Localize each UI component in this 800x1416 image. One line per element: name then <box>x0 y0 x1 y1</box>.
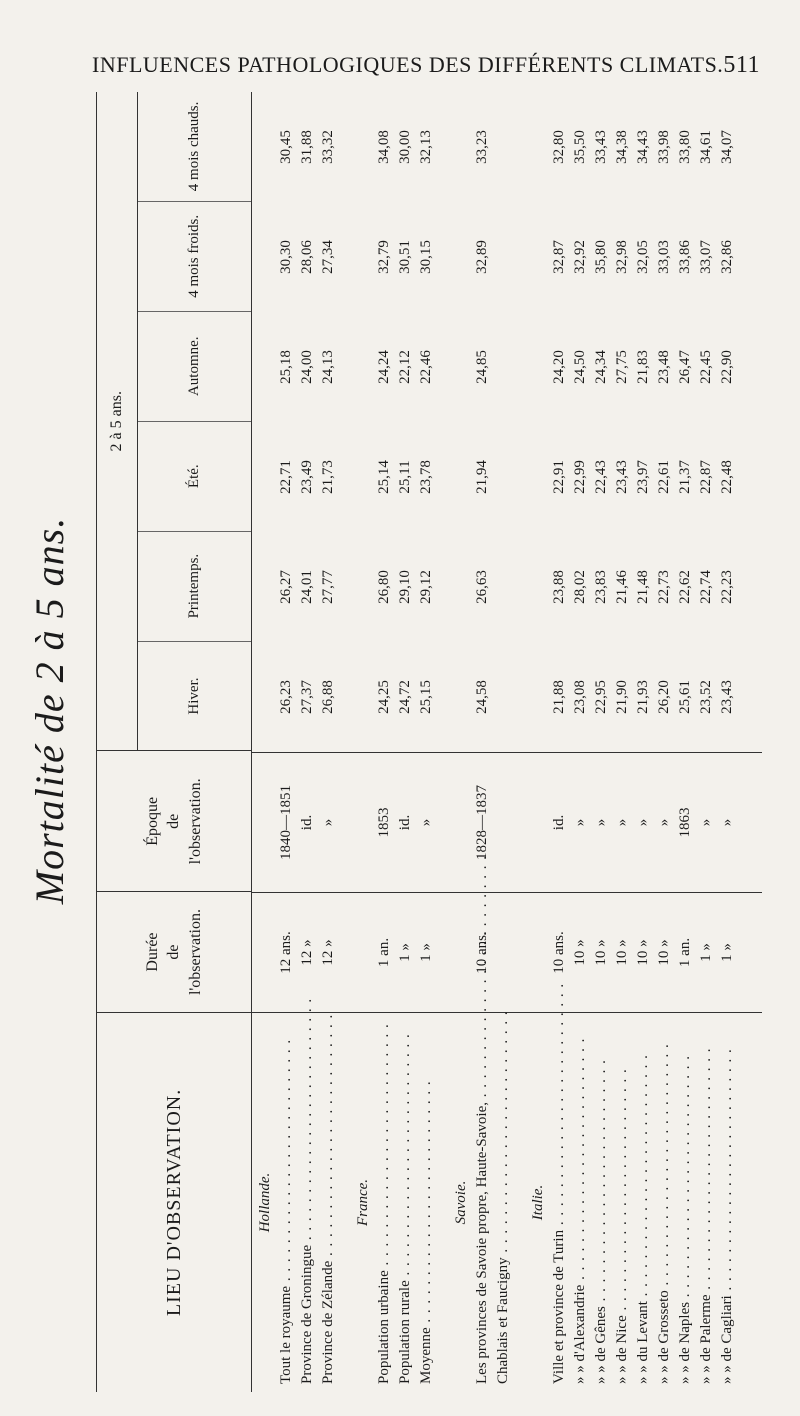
section-title-blank <box>255 92 276 202</box>
row-value: 35,50 <box>572 130 588 164</box>
section-spacer <box>437 642 451 752</box>
row-value: 21,37 <box>677 460 693 494</box>
row-value: 33,98 <box>656 130 672 164</box>
section-spacer <box>437 202 451 312</box>
row-value: 27,75 <box>614 350 630 384</box>
row-value: 30,51 <box>397 240 413 274</box>
row-value: 22,73 <box>656 570 672 604</box>
row-lieu: » » du Levant . . . <box>633 1021 654 1384</box>
header-hiver: Hiver. <box>138 641 251 751</box>
row-value: 25,61 <box>677 680 693 714</box>
table-header-row <box>97 92 252 1392</box>
row-value: 24,00 <box>299 350 315 384</box>
row-lieu: Population rurale . . . <box>395 1021 416 1384</box>
data-column <box>252 92 762 202</box>
section-spacer <box>339 532 353 642</box>
row-duree: 10 » <box>593 939 609 966</box>
row-epoque: » <box>614 818 630 827</box>
section-title: France. <box>355 1178 371 1227</box>
section-spacer <box>514 901 528 1004</box>
row-epoque: » <box>572 818 588 827</box>
row-duree: 12 » <box>320 939 336 966</box>
row-duree: 1 an. <box>376 937 392 968</box>
data-column <box>252 532 762 642</box>
row-value: 34,38 <box>614 130 630 164</box>
row-epoque: » <box>320 818 336 827</box>
row-value: 30,45 <box>278 130 294 164</box>
row-duree: 1 » <box>397 943 413 962</box>
row-value: 33,43 <box>593 130 609 164</box>
row-lieu: » » d'Alexandrie . . . <box>570 1021 591 1384</box>
section-spacer <box>339 1021 353 1384</box>
header-duree-line: Durée <box>143 932 161 972</box>
row-value: 24,50 <box>572 350 588 384</box>
section-spacer <box>339 422 353 532</box>
table-body <box>252 92 762 1392</box>
data-column <box>252 422 762 532</box>
row-value: 23,43 <box>614 460 630 494</box>
row-value: 22,45 <box>698 350 714 384</box>
data-column <box>252 312 762 422</box>
row-epoque: » <box>418 818 434 827</box>
row-value: 27,34 <box>320 240 336 274</box>
section-spacer <box>339 761 353 884</box>
section-spacer <box>437 901 451 1004</box>
section-title-blank <box>451 92 472 202</box>
row-duree: 1 » <box>698 943 714 962</box>
row-duree: 10 » <box>572 939 588 966</box>
section-spacer <box>339 642 353 752</box>
row-value: 23,78 <box>418 460 434 494</box>
section-title: Italie. <box>530 1184 546 1221</box>
section-spacer <box>514 532 528 642</box>
row-value: 21,83 <box>635 350 651 384</box>
section-spacer <box>514 312 528 422</box>
section-spacer <box>437 92 451 202</box>
header-duree <box>97 891 251 1012</box>
row-lieu: Province de Zélande . . . <box>318 1021 339 1384</box>
body-lieu-column <box>252 1012 762 1392</box>
row-lieu: » » de Palerme . . . <box>696 1021 717 1384</box>
row-value: 23,88 <box>551 570 567 604</box>
row-value: 29,10 <box>397 570 413 604</box>
row-value: 32,13 <box>418 130 434 164</box>
row-value: 21,93 <box>635 680 651 714</box>
row-epoque: 1853 <box>376 807 392 838</box>
section-title-blank <box>528 422 549 532</box>
row-value: 25,15 <box>418 680 434 714</box>
header-epoque-line: Époque <box>143 796 161 846</box>
row-duree: 10 » <box>614 939 630 966</box>
page-number: 511 <box>723 52 760 78</box>
section-title-blank <box>353 761 374 884</box>
row-value: 26,23 <box>278 680 294 714</box>
row-value: 25,14 <box>376 460 392 494</box>
section-title-blank <box>451 901 472 1004</box>
row-continuation-blank <box>493 642 514 752</box>
row-value: 21,94 <box>474 460 490 494</box>
row-duree: 12 » <box>299 939 315 966</box>
section-title-blank <box>528 532 549 642</box>
row-epoque: 1828—1837 <box>474 785 490 860</box>
row-value: 28,06 <box>299 240 315 274</box>
row-value: 33,07 <box>698 240 714 274</box>
section-title-blank <box>353 202 374 312</box>
row-value: 22,71 <box>278 460 294 494</box>
section-title-blank <box>353 642 374 752</box>
data-column <box>252 202 762 312</box>
row-duree: 1 » <box>719 943 735 962</box>
row-value: 23,43 <box>719 680 735 714</box>
section-spacer <box>339 901 353 1004</box>
mortality-table <box>96 92 762 1392</box>
section-title-blank <box>353 532 374 642</box>
header-automne: Automne. <box>138 311 251 421</box>
row-value: 21,48 <box>635 570 651 604</box>
row-value: 32,86 <box>719 240 735 274</box>
row-epoque: » <box>719 818 735 827</box>
section-title-blank <box>255 422 276 532</box>
row-value: 22,74 <box>698 570 714 604</box>
row-value: 22,48 <box>719 460 735 494</box>
row-value: 33,86 <box>677 240 693 274</box>
section-title-blank <box>255 901 276 1004</box>
row-continuation-blank <box>493 202 514 312</box>
section-title-blank <box>528 761 549 884</box>
row-value: 33,23 <box>474 130 490 164</box>
row-continuation-blank <box>493 761 514 884</box>
row-continuation-blank <box>493 312 514 422</box>
row-continuation-blank <box>493 532 514 642</box>
row-value: 24,34 <box>593 350 609 384</box>
row-value: 27,37 <box>299 680 315 714</box>
row-value: 27,77 <box>320 570 336 604</box>
section-title-blank <box>353 422 374 532</box>
row-value: 34,61 <box>698 130 714 164</box>
row-value: 21,46 <box>614 570 630 604</box>
row-value: 25,18 <box>278 350 294 384</box>
row-value: 21,73 <box>320 460 336 494</box>
row-value: 26,63 <box>474 570 490 604</box>
row-value: 32,89 <box>474 240 490 274</box>
row-value: 24,20 <box>551 350 567 384</box>
body-epoque-column <box>252 752 762 892</box>
row-lieu: Tout le royaume . . . <box>276 1021 297 1384</box>
section-title-blank <box>255 202 276 312</box>
section-title-blank <box>451 202 472 312</box>
section-spacer <box>437 1021 451 1384</box>
row-value: 26,27 <box>278 570 294 604</box>
margin-title-text: Mortalité de 2 à 5 ans. <box>27 516 73 904</box>
section-spacer <box>339 202 353 312</box>
section-title-blank <box>353 901 374 1004</box>
row-lieu: Province de Groningue . . . <box>297 1021 318 1384</box>
row-epoque: 1840—1851 <box>278 785 294 860</box>
page-header <box>92 52 760 79</box>
row-epoque: » <box>635 818 651 827</box>
row-value: 22,95 <box>593 680 609 714</box>
row-value: 33,03 <box>656 240 672 274</box>
header-lieu: LIEU D'OBSERVATION. <box>97 1012 251 1392</box>
section-title-blank <box>528 202 549 312</box>
row-epoque: » <box>593 818 609 827</box>
row-lieu: » » de Grosseto . . . <box>654 1021 675 1384</box>
row-value: 32,87 <box>551 240 567 274</box>
section-title-blank <box>451 532 472 642</box>
section-title-blank <box>451 422 472 532</box>
section-title-blank <box>528 901 549 1004</box>
row-value: 30,00 <box>397 130 413 164</box>
row-value: 23,08 <box>572 680 588 714</box>
header-data-cols <box>138 92 251 750</box>
row-value: 22,43 <box>593 460 609 494</box>
section-spacer <box>514 642 528 752</box>
row-value: 22,87 <box>698 460 714 494</box>
row-value: 24,13 <box>320 350 336 384</box>
row-lieu: Ville et province de Turin . . . <box>549 1021 570 1384</box>
row-value: 34,43 <box>635 130 651 164</box>
row-value: 22,99 <box>572 460 588 494</box>
header-ete: Été. <box>138 421 251 531</box>
row-duree: 1 an. <box>677 937 693 968</box>
section-spacer <box>514 92 528 202</box>
section-title-blank <box>353 92 374 202</box>
row-lieu: » » de Naples . . . <box>675 1021 696 1384</box>
header-duree-line: de <box>165 944 183 960</box>
section-title-blank <box>255 642 276 752</box>
section-spacer <box>437 761 451 884</box>
section-spacer <box>437 532 451 642</box>
row-duree: 10 ans. <box>474 931 490 974</box>
row-epoque: id. <box>397 814 413 831</box>
header-data-group <box>97 92 251 750</box>
header-4-mois-chauds: 4 mois chauds. <box>186 101 202 192</box>
section-title-blank <box>528 312 549 422</box>
row-value: 23,52 <box>698 680 714 714</box>
row-lieu: Les provinces de Savoie propre, Haute-Savoie, . . . <box>472 1021 493 1384</box>
row-value: 22,46 <box>418 350 434 384</box>
section-spacer <box>339 312 353 422</box>
row-value: 35,80 <box>593 240 609 274</box>
row-value: 24,85 <box>474 350 490 384</box>
section-title: Savoie. <box>453 1180 469 1225</box>
row-value: 24,01 <box>299 570 315 604</box>
section-spacer <box>514 761 528 884</box>
row-lieu: Moyenne . . . <box>416 1021 437 1384</box>
section-title-blank <box>255 312 276 422</box>
row-value: 21,88 <box>551 680 567 714</box>
header-group-label: 2 à 5 ans. <box>97 92 138 750</box>
section-spacer <box>514 202 528 312</box>
row-epoque: 1863 <box>677 807 693 838</box>
row-value: 34,08 <box>376 130 392 164</box>
header-duree-line: l'observation. <box>186 909 204 996</box>
row-value: 26,47 <box>677 350 693 384</box>
header-epoque-line: de <box>165 813 183 829</box>
running-title: INFLUENCES PATHOLOGIQUES DES DIFFÉRENTS CLIMATS. <box>92 52 724 77</box>
row-value: 24,58 <box>474 680 490 714</box>
row-value: 28,02 <box>572 570 588 604</box>
row-value: 22,61 <box>656 460 672 494</box>
section-title: Hollande. <box>257 1172 273 1233</box>
row-epoque: » <box>656 818 672 827</box>
body-data-block <box>252 92 762 752</box>
margin-title <box>10 380 90 1040</box>
section-title-blank <box>451 761 472 884</box>
row-value: 30,15 <box>418 240 434 274</box>
row-lieu: » » de Nice . . . <box>612 1021 633 1384</box>
row-value: 26,20 <box>656 680 672 714</box>
row-continuation-blank <box>493 422 514 532</box>
row-value: 25,11 <box>397 460 413 494</box>
section-title-blank <box>528 92 549 202</box>
row-lieu: » » de Cagliari . . . <box>717 1021 738 1384</box>
row-value: 32,98 <box>614 240 630 274</box>
row-value: 24,25 <box>376 680 392 714</box>
row-continuation-blank <box>493 92 514 202</box>
row-continuation-blank <box>493 901 514 1004</box>
row-epoque: » <box>698 818 714 827</box>
row-value: 22,62 <box>677 570 693 604</box>
row-epoque: id. <box>299 814 315 831</box>
row-duree: 12 ans. <box>278 931 294 974</box>
row-value: 22,23 <box>719 570 735 604</box>
body-duree-column <box>252 892 762 1012</box>
row-value: 26,80 <box>376 570 392 604</box>
section-title-blank <box>353 312 374 422</box>
row-duree: 10 » <box>635 939 651 966</box>
row-value: 23,83 <box>593 570 609 604</box>
row-duree: 10 » <box>656 939 672 966</box>
section-spacer <box>437 312 451 422</box>
table-stage <box>96 92 762 1392</box>
header-epoque-line: l'observation. <box>186 778 204 865</box>
header-epoque <box>97 750 251 891</box>
row-value: 32,79 <box>376 240 392 274</box>
row-lieu: Population urbaine . . . <box>374 1021 395 1384</box>
row-value: 23,97 <box>635 460 651 494</box>
row-value: 24,24 <box>376 350 392 384</box>
data-column <box>252 642 762 752</box>
row-value: 22,91 <box>551 460 567 494</box>
row-value: 30,30 <box>278 240 294 274</box>
row-value: 34,07 <box>719 130 735 164</box>
row-lieu: » » de Gênes . . . <box>591 1021 612 1384</box>
section-spacer <box>514 422 528 532</box>
header-printemps: Printemps. <box>138 531 251 641</box>
row-value: 24,72 <box>397 680 413 714</box>
section-title-blank <box>451 642 472 752</box>
row-value: 29,12 <box>418 570 434 604</box>
row-duree: 10 ans. <box>551 931 567 974</box>
row-value: 32,05 <box>635 240 651 274</box>
section-title-blank <box>255 761 276 884</box>
row-value: 22,12 <box>397 350 413 384</box>
row-value: 23,49 <box>299 460 315 494</box>
section-spacer <box>514 1021 528 1384</box>
section-title-blank <box>255 532 276 642</box>
row-epoque: id. <box>551 814 567 831</box>
row-value: 26,88 <box>320 680 336 714</box>
row-value: 32,80 <box>551 130 567 164</box>
row-value: 22,90 <box>719 350 735 384</box>
row-value: 31,88 <box>299 130 315 164</box>
section-spacer <box>437 422 451 532</box>
section-title-blank <box>528 642 549 752</box>
section-title-blank <box>451 312 472 422</box>
row-lieu: Chablais et Faucigny . . . <box>493 1021 514 1384</box>
row-value: 23,48 <box>656 350 672 384</box>
row-value: 21,90 <box>614 680 630 714</box>
row-value: 33,32 <box>320 130 336 164</box>
row-value: 32,92 <box>572 240 588 274</box>
section-spacer <box>339 92 353 202</box>
row-value: 33,80 <box>677 130 693 164</box>
row-duree: 1 » <box>418 943 434 962</box>
header-4-mois-froids: 4 mois froids. <box>138 201 251 311</box>
